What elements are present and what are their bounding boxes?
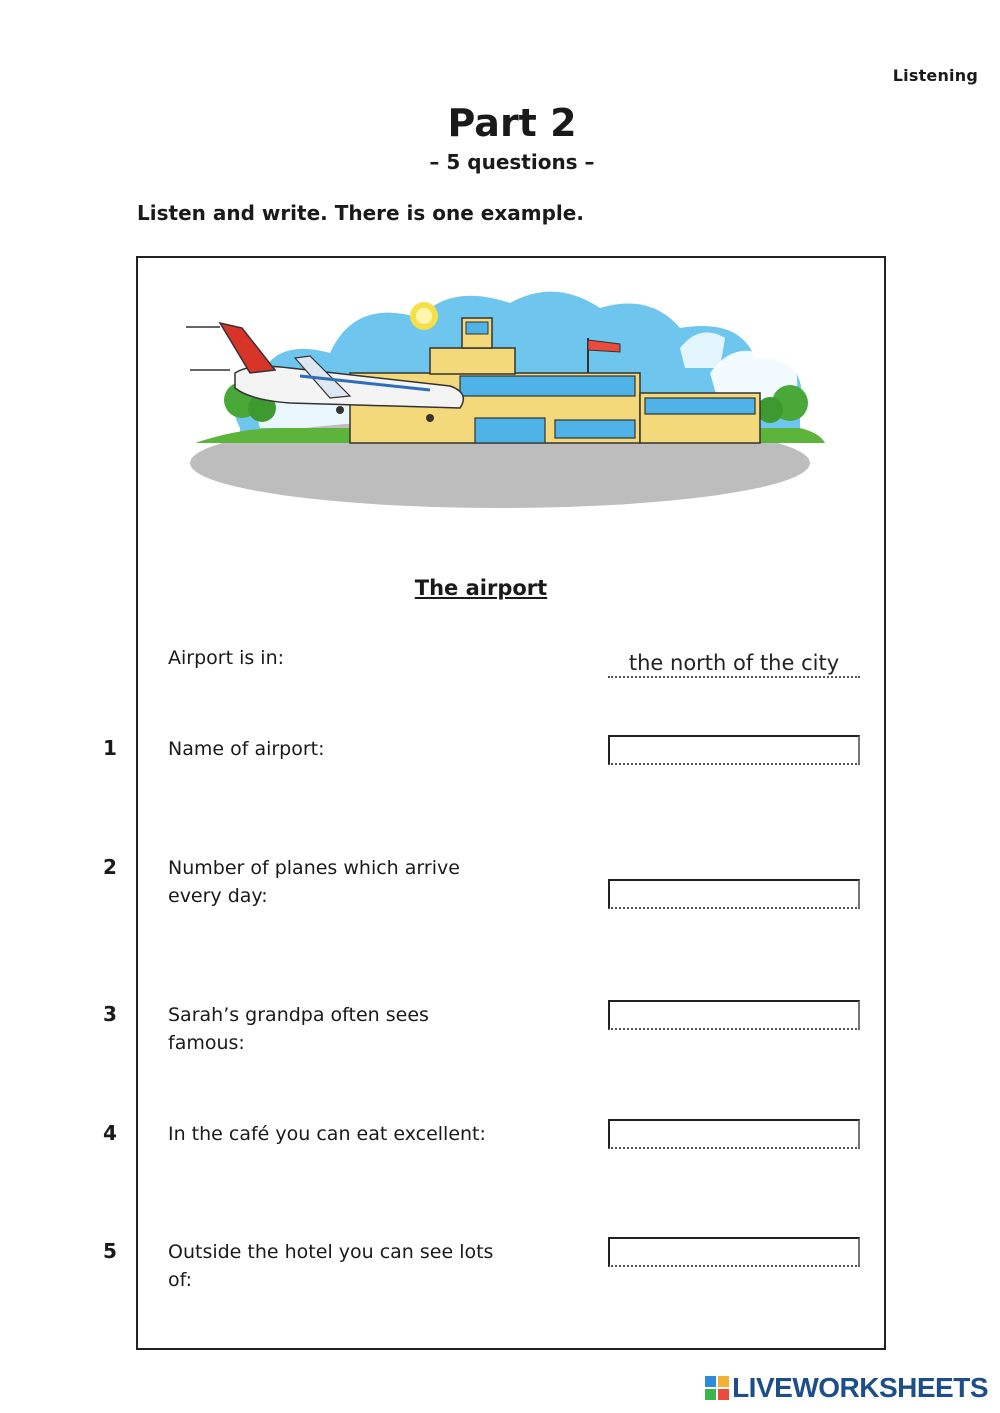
question-number-5: 5 [103,1239,117,1263]
brand-name: LIVEWORKSHEETS [732,1372,988,1403]
question-prompt-1: Name of airport: [168,738,325,760]
answer-field-5[interactable] [608,1237,860,1267]
brand-logo[interactable] [705,1372,988,1404]
question-prompt-5: Outside the hotel you can see lots of: [168,1241,494,1291]
question-prompt-2: Number of planes which arrive every day: [168,857,460,907]
question-prompt-3: Sarah’s grandpa often sees famous: [168,1004,429,1054]
liveworksheets-logo-icon [705,1376,729,1400]
section-label: Listening [892,66,978,85]
answer-field-2[interactable] [608,879,860,909]
question-prompt-4: In the café you can eat excellent: [168,1123,486,1145]
example-answer: the north of the city [608,648,860,678]
answer-field-4[interactable] [608,1119,860,1149]
example-prompt: Airport is in: [168,647,285,669]
instruction-text: Listen and write. There is one example. [137,201,584,225]
answer-field-1[interactable] [608,735,860,765]
question-number-3: 3 [103,1002,117,1026]
box-title: The airport [414,576,548,600]
page-subtitle: – 5 questions – [429,150,595,174]
answer-field-3[interactable] [608,1000,860,1030]
page-title: Part 2 [447,101,577,145]
question-number-4: 4 [103,1121,117,1145]
airport-illustration-icon [180,278,830,510]
question-number-2: 2 [103,855,117,879]
question-number-1: 1 [103,736,117,760]
